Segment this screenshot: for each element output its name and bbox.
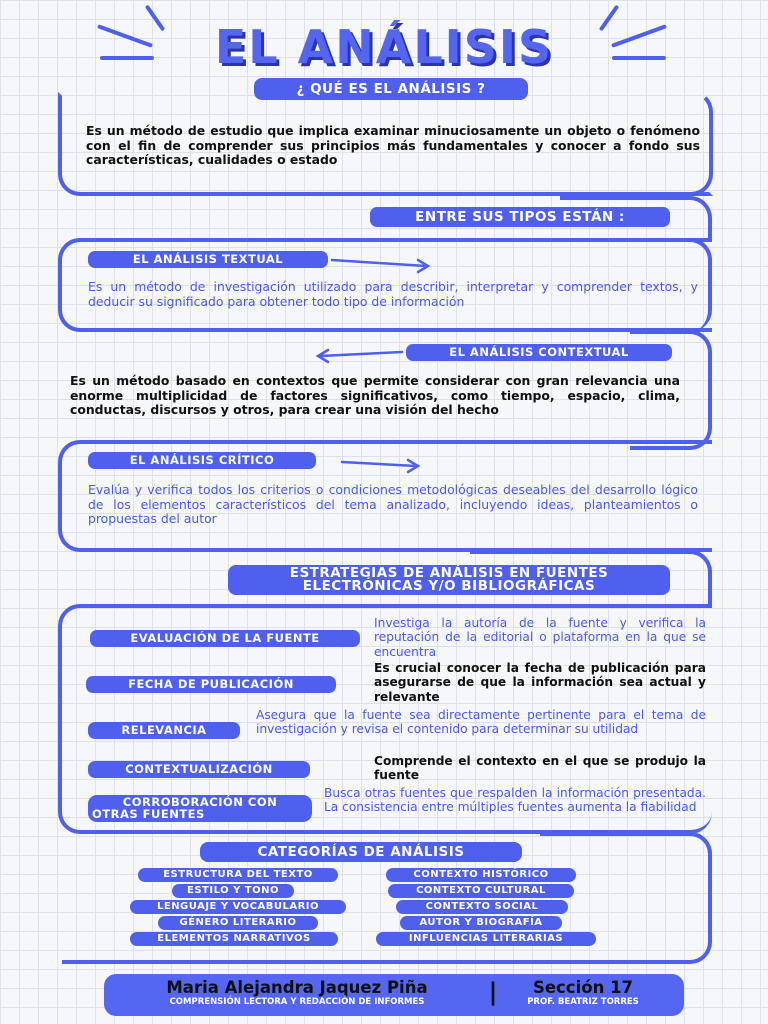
strategy-text-evaluation: Investiga la autoría de la fuente y verifica la reputación de la editorial o plataforma en la que se encuentra (374, 616, 706, 659)
arrow-left-icon (312, 346, 406, 366)
category-right-4: AUTOR Y BIOGRAFÍA (400, 916, 562, 930)
category-left-4: GÉNERO LITERARIO (158, 916, 318, 930)
strategy-label-corroboration-line1: CORROBORACIÓN CON (122, 795, 278, 809)
arrow-right-icon (340, 456, 424, 476)
type-label-textual: EL ANÁLISIS TEXTUAL (88, 251, 328, 268)
intro-text: Es un método de estudio que implica examinar minuciosamente un objeto o fenómeno con el fin de comprender sus principios más fundamentales y conocer a fondo sus características, cualidades o estado (86, 123, 700, 168)
types-heading: ENTRE SUS TIPOS ESTÁN : (370, 207, 670, 227)
strategy-label-corroboration (88, 795, 312, 822)
strategy-label-relevance: RELEVANCIA (88, 722, 240, 739)
footer-separator: | (488, 978, 498, 1006)
category-left-1: ESTRUCTURA DEL TEXTO (138, 868, 338, 882)
categories-frame-top (540, 832, 712, 872)
type-label-critical: EL ANÁLISIS CRÍTICO (88, 452, 316, 469)
category-left-5: ELEMENTOS NARRATIVOS (130, 932, 338, 946)
category-right-3: CONTEXTO SOCIAL (396, 900, 568, 914)
footer-section: Sección 17 (532, 978, 634, 997)
strategies-heading-line2: ELECTRÓNICAS Y/O BIBLIOGRÁFICAS (302, 578, 596, 594)
footer-author: Maria Alejandra Jaquez Piña (166, 978, 428, 997)
footer-professor: PROF. BEATRIZ TORRES (527, 997, 639, 1007)
strategy-text-context: Comprende el contexto en el que se produjo la fuente (374, 754, 706, 783)
strategy-text-date: Es crucial conocer la fecha de publicación para asegurarse de que la información sea actual y relevante (374, 661, 706, 704)
intro-heading: ¿ QUÉ ES EL ANÁLISIS ? (254, 78, 528, 100)
strategy-label-evaluation: EVALUACIÓN DE LA FUENTE (90, 630, 360, 647)
strategy-text-corroboration: Busca otras fuentes que respalden la información presentada. La consistencia entre múltiples fuentes aumenta la fiabilidad (324, 786, 706, 815)
footer-course: COMPRENSIÓN LECTORA Y REDACCIÓN DE INFORMES (169, 997, 425, 1007)
type-label-contextual: EL ANÁLISIS CONTEXTUAL (406, 344, 672, 361)
strategy-label-context: CONTEXTUALIZACIÓN (88, 761, 310, 778)
category-left-2: ESTILO Y TONO (172, 884, 294, 898)
strategies-heading (228, 565, 670, 595)
strategy-label-corroboration-line2: OTRAS FUENTES (92, 807, 205, 821)
page-title: EL ANÁLISIS (214, 20, 554, 74)
category-left-3: LENGUAJE Y VOCABULARIO (130, 900, 346, 914)
type-text-contextual: Es un método basado en contextos que permite considerar con gran relevancia una enorme multiplicidad de factores significativos, como tiempo, espacio, clima, conductas, discursos y otros, para crear una visión del hecho (70, 373, 680, 418)
strategy-label-date: FECHA DE PUBLICACIÓN (86, 676, 336, 693)
category-right-1: CONTEXTO HISTÓRICO (386, 868, 576, 882)
category-right-5: INFLUENCIAS LITERARIAS (376, 932, 596, 946)
arrow-right-icon (330, 256, 434, 276)
strategy-text-relevance: Asegura que la fuente sea directamente pertinente para el tema de investigación y revisa el contenido para determinar su utilidad (256, 708, 706, 737)
strategies-heading-line1: ESTRATEGIAS DE ANÁLISIS EN FUENTES (289, 565, 609, 581)
categories-heading: CATEGORÍAS DE ANÁLISIS (200, 842, 522, 862)
category-right-2: CONTEXTO CULTURAL (388, 884, 574, 898)
type-text-critical: Evalúa y verifica todos los criterios o condiciones metodológicas deseables del desarrollo lógico de los elementos característicos del tema analizado, incluyendo ideas, planteamientos o propuestas del autor (88, 482, 698, 527)
type-text-textual: Es un método de investigación utilizado para describir, interpretar y comprender textos, y deducir su significado para obtener todo tipo de información (88, 279, 698, 309)
